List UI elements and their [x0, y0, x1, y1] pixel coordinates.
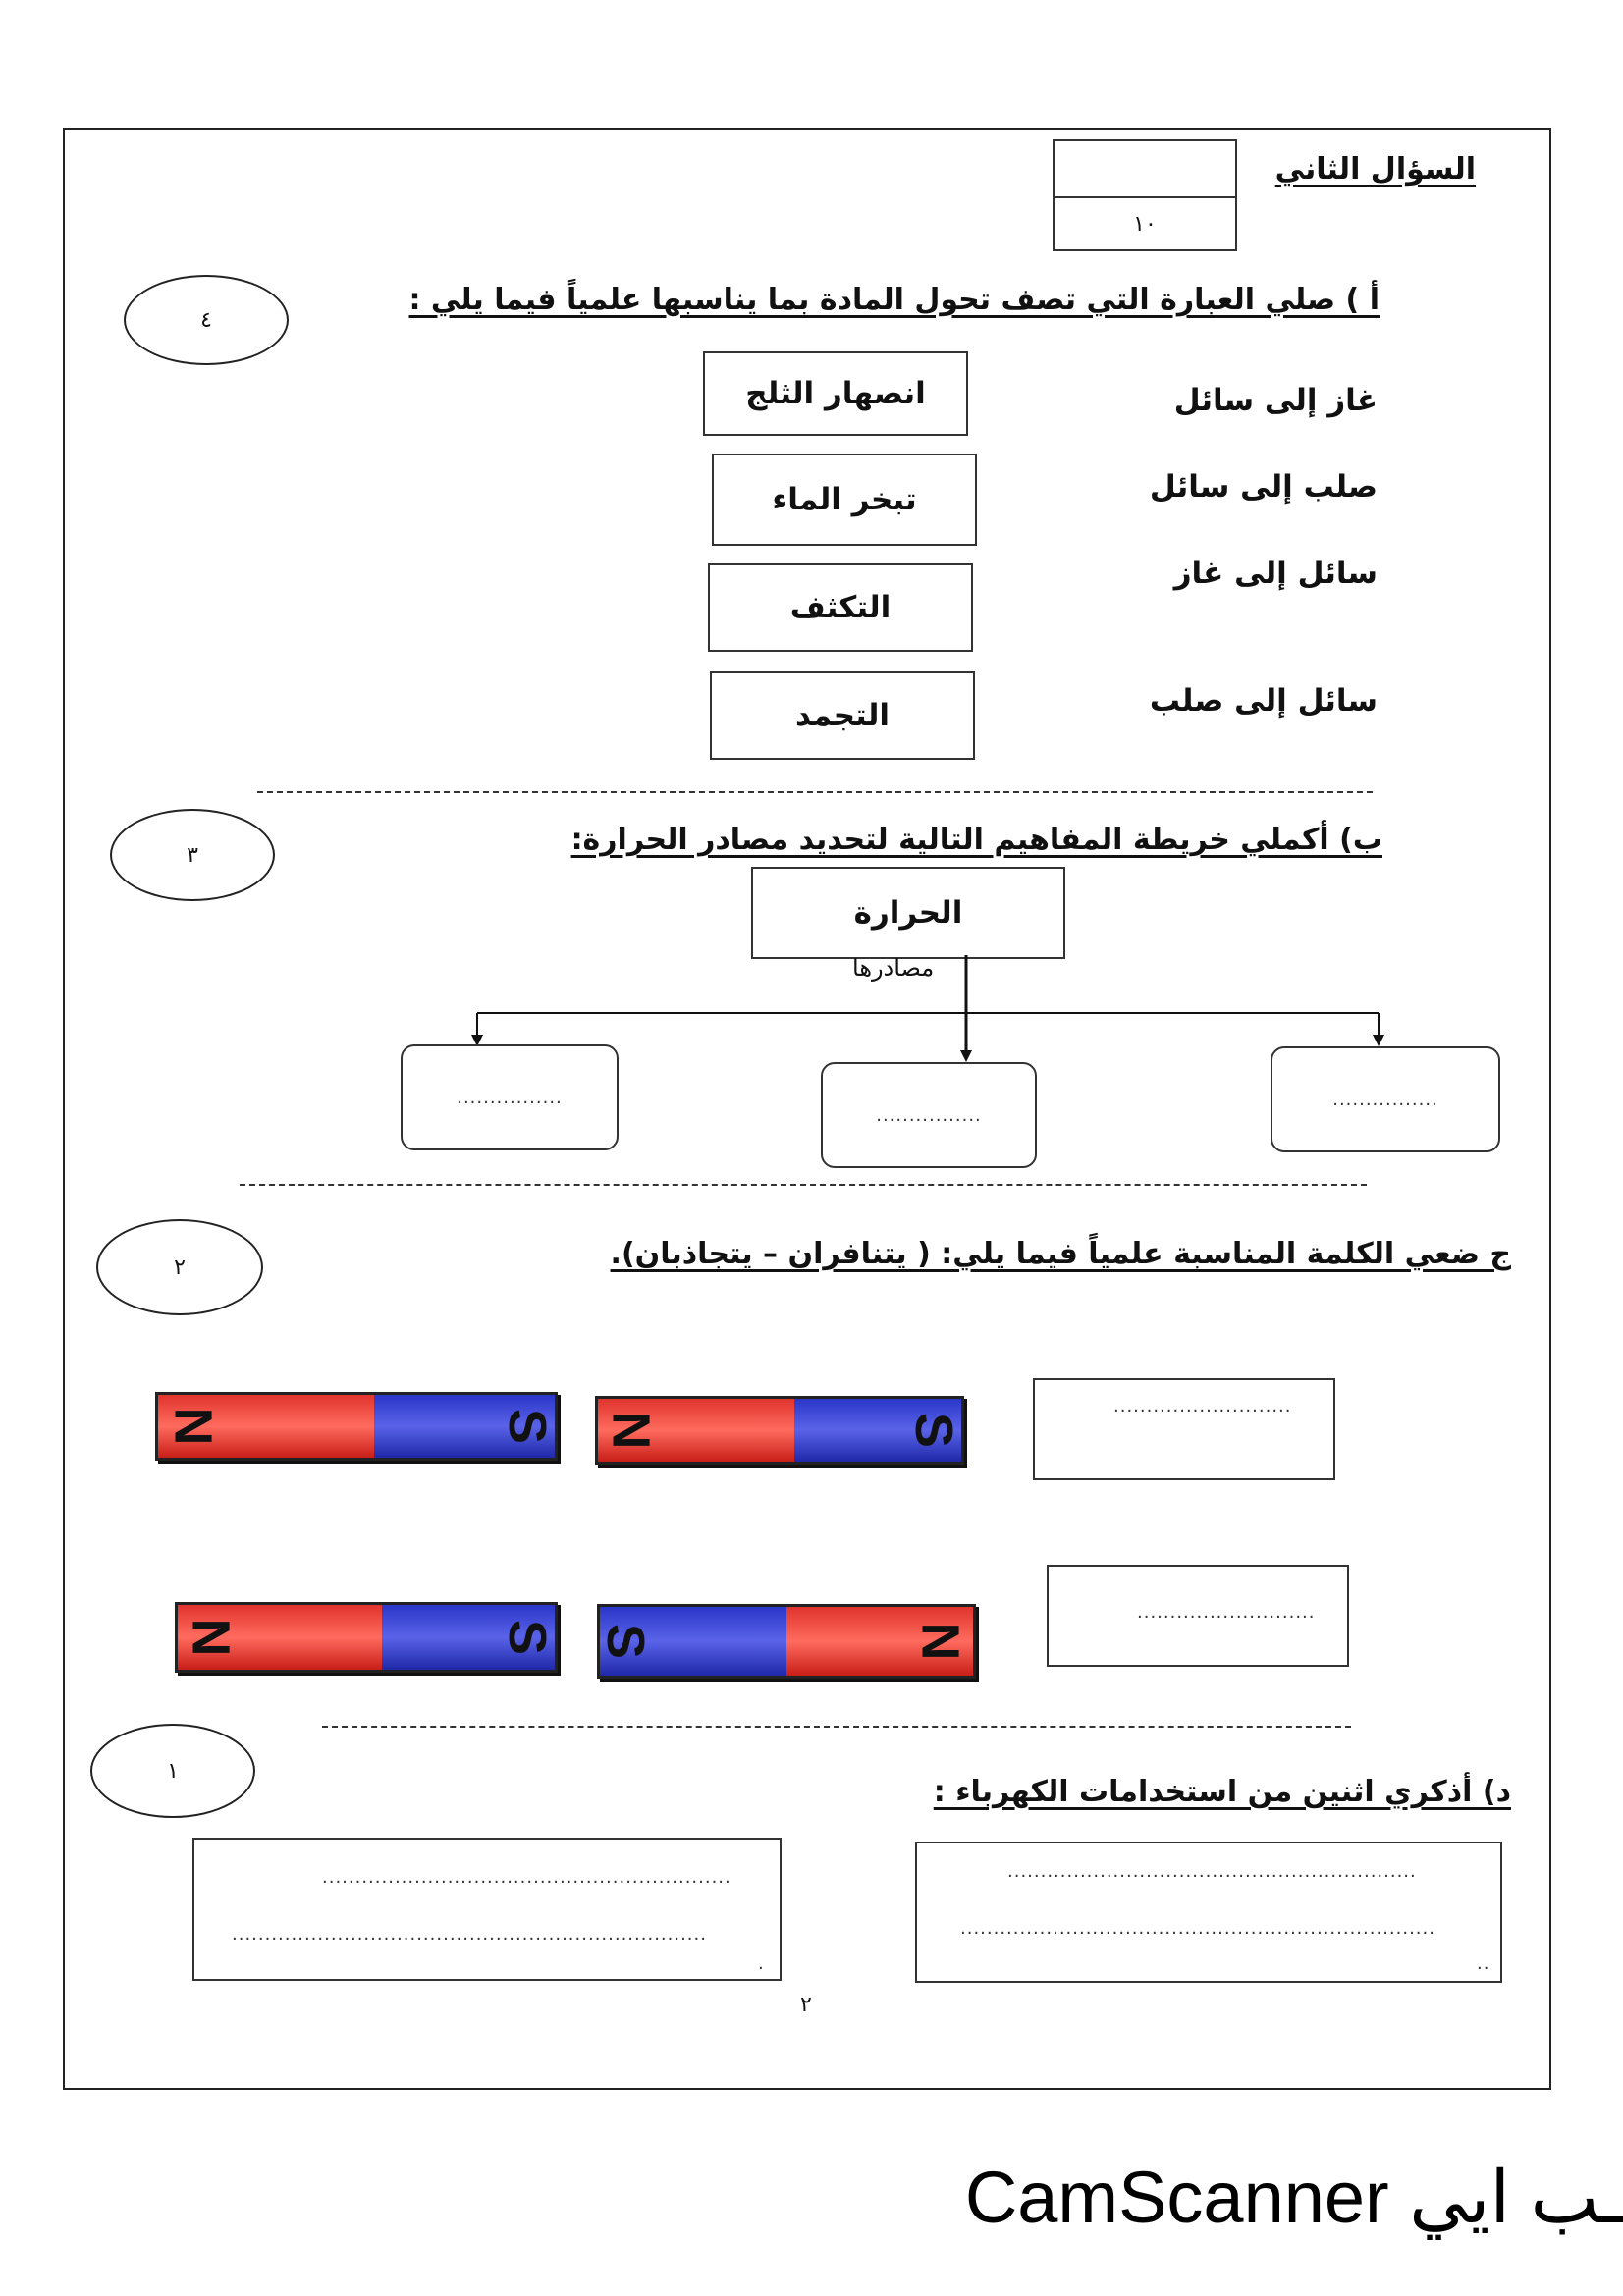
arrowhead-right: [1373, 1035, 1384, 1046]
marks-oval-a: ٤: [124, 275, 289, 365]
arrowhead-center: [960, 1050, 972, 1062]
part-b-instruction: ب) أكملي خريطة المفاهيم التالية لتحديد مصادر الحرارة:: [570, 823, 1382, 857]
camscanner-footer: CamScanner ـب ايي: [964, 2157, 1623, 2238]
concept-blank-right-dots: ................: [1332, 1089, 1438, 1110]
match-left-3: سائل إلى غاز: [1173, 556, 1378, 591]
magnet-1-south-label: S: [497, 1408, 557, 1445]
uses-right-line-3: ..: [1477, 1953, 1490, 1974]
score-total: ١٠: [1133, 211, 1157, 237]
magnet-2: [595, 1396, 964, 1465]
uses-right-line-2: ........................................................................: [960, 1918, 1435, 1939]
match-left-1: غاز إلى سائل: [1173, 383, 1378, 418]
magnet-2-north-label: N: [601, 1411, 661, 1450]
uses-right-line-1: ..............................................................: [1007, 1861, 1417, 1882]
magnet-3-north: [178, 1605, 382, 1670]
magnet-4-north: [786, 1607, 973, 1676]
magnet-1-north: [158, 1395, 374, 1458]
magnet-3: [175, 1602, 558, 1673]
answer-box-uses-left[interactable]: [192, 1838, 782, 1981]
concept-blank-left[interactable]: [401, 1044, 619, 1150]
magnet-4-north-label: N: [910, 1622, 970, 1661]
concept-root: الحرارة: [751, 867, 1065, 959]
magnet-4-south: [596, 1607, 786, 1676]
marks-oval-b: ٣: [110, 809, 275, 901]
match-left-4: سائل إلى صلب: [1149, 683, 1378, 719]
match-left-2: صلب إلى سائل: [1149, 469, 1378, 505]
magnet-2-south-label: S: [903, 1412, 963, 1449]
uses-left-line-1: ..............................................................: [322, 1867, 731, 1888]
answer-box-1[interactable]: [1033, 1378, 1335, 1480]
part-c-instruction: ج ضعي الكلمة المناسبة علمياً فيما يلي: ( يتنافران – يتجاذبان).: [610, 1237, 1511, 1271]
magnet-3-south-label: S: [497, 1619, 557, 1656]
marks-oval-d: ١: [90, 1724, 255, 1818]
uses-left-line-2: ........................................................................: [232, 1924, 707, 1945]
answer-box-uses-right[interactable]: [915, 1842, 1502, 1983]
divider-3: [322, 1726, 1351, 1728]
magnet-2-south: [794, 1399, 961, 1462]
match-box-4[interactable]: التجمد: [710, 671, 975, 760]
concept-blank-center-dots: ................: [876, 1104, 982, 1126]
divider-2: [240, 1184, 1367, 1186]
concept-link-label: مصادرها: [852, 954, 935, 982]
magnet-3-north-label: N: [181, 1618, 241, 1657]
answer-box-2-dots: ...........................: [1137, 1602, 1316, 1623]
magnet-1: [155, 1392, 558, 1461]
magnet-4: [597, 1604, 976, 1679]
marks-oval-c: ٢: [96, 1219, 263, 1315]
answer-box-2[interactable]: [1047, 1565, 1349, 1667]
question-title: السؤال الثاني: [1274, 152, 1476, 187]
magnet-2-north: [598, 1399, 794, 1462]
concept-blank-right[interactable]: [1271, 1046, 1500, 1152]
page-number: ٢: [800, 1993, 812, 2017]
part-a-instruction: أ ) صلي العبارة التي تصف تحول المادة بما يناسبها علمياً فيما يلي :: [408, 283, 1380, 317]
match-box-1[interactable]: انصهار الثلج: [703, 351, 968, 436]
concept-blank-center[interactable]: [821, 1062, 1037, 1168]
match-box-3[interactable]: التكثف: [708, 563, 973, 652]
match-box-2[interactable]: تبخر الماء: [712, 454, 977, 546]
magnet-4-south-label: S: [596, 1623, 656, 1660]
magnet-3-south: [382, 1605, 555, 1670]
part-d-instruction: د) أذكري اثنين من استخدامات الكهرباء :: [933, 1775, 1511, 1809]
answer-box-1-dots: ...........................: [1113, 1396, 1292, 1416]
magnet-1-north-label: N: [163, 1407, 223, 1446]
magnet-1-south: [374, 1395, 555, 1458]
concept-blank-left-dots: ................: [457, 1087, 563, 1108]
uses-left-line-3: .: [758, 1953, 765, 1974]
